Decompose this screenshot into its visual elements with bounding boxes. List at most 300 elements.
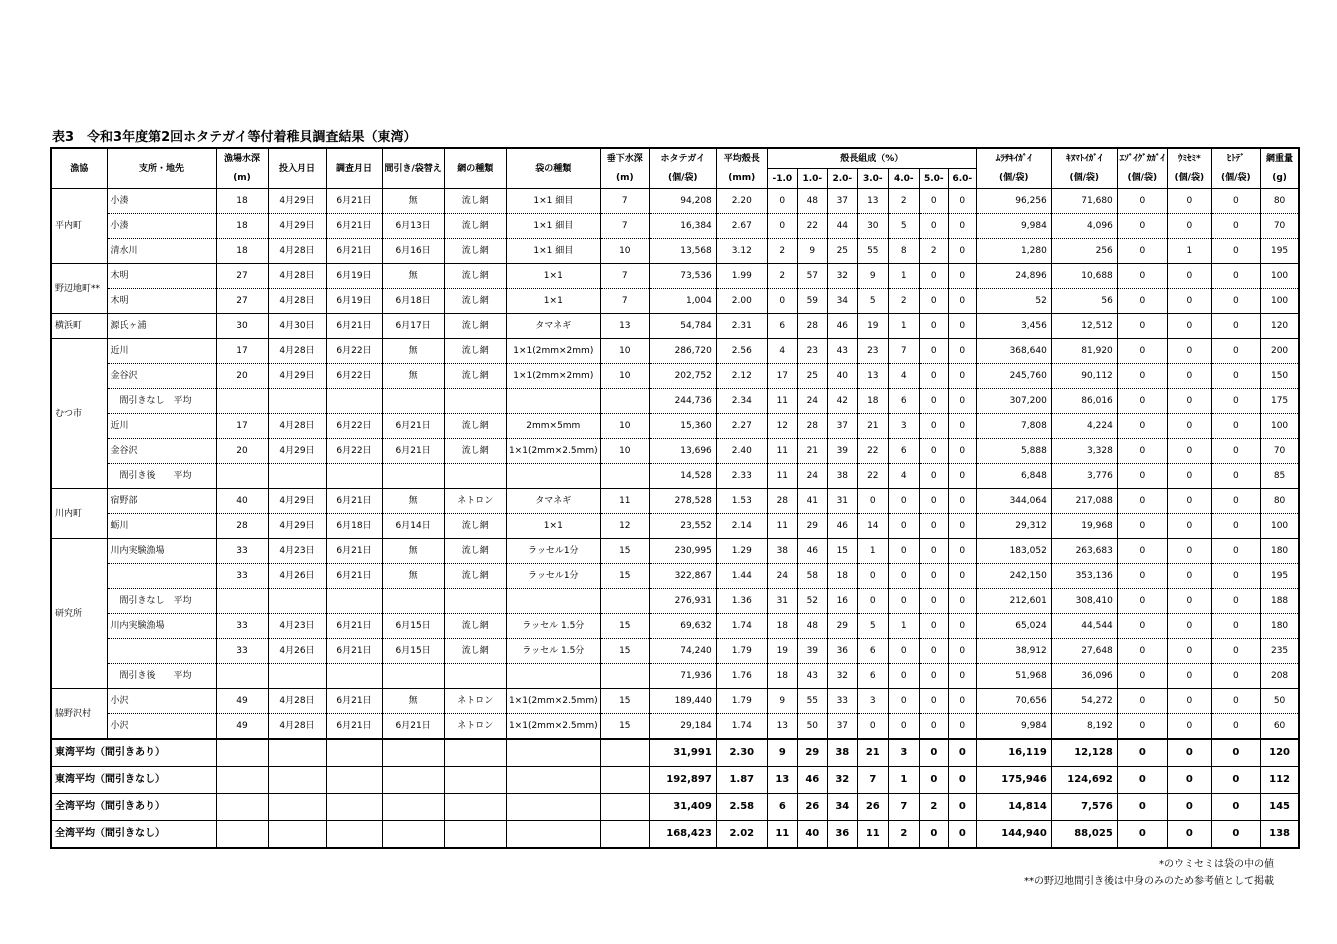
summary-cell: 26 [797, 794, 827, 821]
table-cell: 0 [888, 564, 919, 589]
table-row [51, 364, 1299, 389]
table-cell: 0 [1211, 614, 1260, 639]
summary-cell: 120 [1260, 739, 1299, 767]
table-cell: 0 [919, 214, 948, 239]
table-cell: 50 [797, 714, 827, 740]
location-cell: 間引き後 平均 [107, 664, 216, 689]
summary-row [51, 794, 1299, 821]
table-cell: 1 [1167, 239, 1211, 264]
table-cell: 流し網 [444, 214, 506, 239]
footnote-1: *のウミセミは袋の中の値 [1159, 859, 1274, 870]
table-cell: 流し網 [444, 189, 506, 214]
summary-cell: 0 [1117, 767, 1167, 794]
column-unit: (個/袋) [1051, 169, 1117, 189]
table-cell: 6月13日 [382, 214, 444, 239]
table-cell: 20 [216, 364, 268, 389]
table-cell: 36,096 [1051, 664, 1117, 689]
table-cell: 7 [888, 339, 919, 364]
bin-header: 6.0- [948, 169, 976, 189]
table-cell: 0 [857, 564, 888, 589]
table-cell [216, 389, 268, 414]
table-cell: 23 [857, 339, 888, 364]
table-cell: 0 [1211, 664, 1260, 689]
table-cell: 19,968 [1051, 514, 1117, 539]
table-cell: 43 [827, 339, 857, 364]
table-cell [382, 767, 444, 794]
location-cell: 源氏ヶ浦 [107, 314, 216, 339]
table-cell: 4月26日 [268, 564, 326, 589]
table-row [51, 639, 1299, 664]
table-cell: 1.74 [716, 714, 767, 740]
column-header: 平均殻長 [716, 148, 767, 169]
table-cell: 6月21日 [326, 189, 382, 214]
summary-cell: 112 [1260, 767, 1299, 794]
table-cell: 0 [919, 439, 948, 464]
table-cell: 3,456 [976, 314, 1051, 339]
summary-row [51, 767, 1299, 794]
table-cell: タマネギ [506, 489, 600, 514]
table-cell: 0 [1211, 389, 1260, 414]
table-cell: 15 [600, 539, 649, 564]
table-cell: 18 [767, 614, 797, 639]
table-cell: 70,656 [976, 689, 1051, 714]
table-cell: 13,568 [649, 239, 716, 264]
table-cell: 0 [948, 464, 976, 489]
table-cell [600, 389, 649, 414]
table-cell: 6月18日 [326, 514, 382, 539]
summary-cell: 175,946 [976, 767, 1051, 794]
table-cell: 0 [948, 289, 976, 314]
location-cell: 木明 [107, 289, 216, 314]
table-cell [326, 794, 382, 821]
table-cell: 6月15日 [382, 614, 444, 639]
table-cell: 3.12 [716, 239, 767, 264]
table-cell: 15 [600, 564, 649, 589]
table-cell: 4月28日 [268, 289, 326, 314]
table-cell: 0 [1117, 664, 1167, 689]
table-cell: 189,440 [649, 689, 716, 714]
table-cell: 59 [797, 289, 827, 314]
table-cell: 11 [767, 439, 797, 464]
summary-cell: 14,814 [976, 794, 1051, 821]
table-cell: 10 [600, 414, 649, 439]
table-cell: 9,984 [976, 714, 1051, 740]
table-cell [600, 767, 649, 794]
table-cell: 90,112 [1051, 364, 1117, 389]
location-cell: 間引きなし 平均 [107, 589, 216, 614]
table-cell [600, 589, 649, 614]
table-cell: 6月22日 [326, 414, 382, 439]
table-cell: 0 [1117, 464, 1167, 489]
table-cell: 6月17日 [382, 314, 444, 339]
table-cell: ラッセル1分 [506, 539, 600, 564]
table-cell: 6月21日 [326, 614, 382, 639]
table-cell: 180 [1260, 539, 1299, 564]
table-cell: 6月21日 [382, 414, 444, 439]
table-cell: 4月29日 [268, 489, 326, 514]
summary-cell: 46 [797, 767, 827, 794]
table-cell: 39 [797, 639, 827, 664]
table-cell: 33 [827, 689, 857, 714]
table-cell: 0 [948, 514, 976, 539]
table-cell: 2 [767, 264, 797, 289]
summary-cell: 7 [888, 794, 919, 821]
table-cell: 70 [1260, 214, 1299, 239]
location-cell: 川内実験漁場 [107, 539, 216, 564]
table-cell [268, 794, 326, 821]
location-cell: 金谷沢 [107, 364, 216, 389]
table-cell: 9 [797, 239, 827, 264]
table-cell: 13 [767, 714, 797, 740]
table-cell: 43 [797, 664, 827, 689]
summary-label: 全湾平均（間引きあり） [51, 794, 216, 821]
table-cell: 2 [767, 239, 797, 264]
table-cell: 4月26日 [268, 639, 326, 664]
table-cell: 10 [600, 339, 649, 364]
column-header: ｳﾐｾﾐ* [1167, 148, 1211, 169]
summary-cell: 13 [767, 767, 797, 794]
table-cell [326, 664, 382, 689]
table-row [51, 514, 1299, 539]
table-row [51, 389, 1299, 414]
table-cell: 無 [382, 539, 444, 564]
table-cell: 0 [919, 614, 948, 639]
column-header: 網の種類 [444, 148, 506, 189]
table-cell: 6月21日 [326, 239, 382, 264]
summary-cell: 32 [827, 767, 857, 794]
table-cell: 308,410 [1051, 589, 1117, 614]
table-cell: 6月22日 [326, 439, 382, 464]
table-cell: 15 [600, 714, 649, 740]
table-cell: 4月29日 [268, 439, 326, 464]
table-cell: 33 [216, 539, 268, 564]
table-cell: 0 [1167, 589, 1211, 614]
summary-cell: 2.58 [716, 794, 767, 821]
table-cell: 6月21日 [326, 564, 382, 589]
table-row [51, 439, 1299, 464]
table-cell: 73,536 [649, 264, 716, 289]
column-header: 垂下水深 [600, 148, 649, 169]
table-cell: 0 [1211, 489, 1260, 514]
table-cell: 0 [857, 589, 888, 614]
table-cell: 286,720 [649, 339, 716, 364]
table-cell: 0 [857, 714, 888, 740]
table-cell: 0 [948, 639, 976, 664]
column-unit: (個/袋) [976, 169, 1051, 189]
table-cell: 15,360 [649, 414, 716, 439]
table-cell: 0 [1117, 689, 1167, 714]
table-cell: 20 [216, 439, 268, 464]
table-cell: 無 [382, 339, 444, 364]
table-cell: 17 [216, 414, 268, 439]
table-cell: 0 [1167, 339, 1211, 364]
table-cell: 2.00 [716, 289, 767, 314]
table-cell: 200 [1260, 339, 1299, 364]
summary-cell: 1 [888, 767, 919, 794]
table-cell: 33 [216, 564, 268, 589]
table-cell: 70 [1260, 439, 1299, 464]
footnote-2: **の野辺地間引き後は中身のみのため参考値として掲載 [1024, 876, 1274, 887]
summary-cell: 0 [1117, 821, 1167, 849]
table-cell [268, 767, 326, 794]
table-cell: 44,544 [1051, 614, 1117, 639]
table-cell: 14,528 [649, 464, 716, 489]
table-cell: 195 [1260, 564, 1299, 589]
table-cell: 30 [857, 214, 888, 239]
table-row [51, 589, 1299, 614]
table-cell: 0 [1211, 639, 1260, 664]
table-cell: 無 [382, 364, 444, 389]
table-cell: 0 [1117, 289, 1167, 314]
table-cell: 6 [857, 639, 888, 664]
table-cell: 0 [1211, 714, 1260, 740]
table-cell: 31 [827, 489, 857, 514]
table-cell: 10 [600, 439, 649, 464]
table-cell: 1.79 [716, 639, 767, 664]
table-cell: 0 [1167, 364, 1211, 389]
table-cell: 0 [1167, 664, 1211, 689]
table-cell [268, 589, 326, 614]
table-cell: 6月21日 [326, 539, 382, 564]
table-cell: 60 [1260, 714, 1299, 740]
table-cell: 48 [797, 614, 827, 639]
table-cell: 4 [767, 339, 797, 364]
table-cell [444, 664, 506, 689]
table-cell: 0 [1211, 689, 1260, 714]
table-cell: ネトロン [444, 489, 506, 514]
table-row [51, 189, 1299, 214]
table-cell: 49 [216, 714, 268, 740]
table-cell: 1.76 [716, 664, 767, 689]
column-header: ｴｿﾞｲｸﾞｶｶﾞｲ [1117, 148, 1167, 169]
summary-cell: 0 [948, 767, 976, 794]
table-cell: 0 [919, 389, 948, 414]
location-cell: 木明 [107, 264, 216, 289]
table-row [51, 414, 1299, 439]
table-cell: 6月22日 [326, 339, 382, 364]
table-cell: 322,867 [649, 564, 716, 589]
summary-cell: 0 [1211, 821, 1260, 849]
table-cell: 0 [1211, 339, 1260, 364]
table-cell: 36 [827, 639, 857, 664]
column-unit: (個/袋) [649, 169, 716, 189]
table-cell: 無 [382, 264, 444, 289]
table-cell: 0 [1117, 514, 1167, 539]
table-cell: 0 [919, 539, 948, 564]
table-cell: 39 [827, 439, 857, 464]
table-cell: 1×1(2mm×2.5mm) [506, 714, 600, 740]
table-cell: 0 [1167, 264, 1211, 289]
table-cell: 23,552 [649, 514, 716, 539]
table-cell: 1×1 [506, 514, 600, 539]
table-cell: 11 [767, 464, 797, 489]
table-cell: 0 [1211, 189, 1260, 214]
summary-row [51, 739, 1299, 767]
table-cell: 202,752 [649, 364, 716, 389]
table-cell [216, 767, 268, 794]
table-cell: 38 [827, 464, 857, 489]
summary-cell: 7 [857, 767, 888, 794]
table-cell: 27 [216, 289, 268, 314]
table-cell: 11 [600, 489, 649, 514]
summary-cell: 0 [1167, 767, 1211, 794]
table-cell: 0 [1211, 214, 1260, 239]
table-cell: 13,696 [649, 439, 716, 464]
summary-cell: 2 [919, 794, 948, 821]
table-row [51, 539, 1299, 564]
table-cell: 1.29 [716, 539, 767, 564]
table-cell: 流し網 [444, 414, 506, 439]
table-cell: 0 [1117, 214, 1167, 239]
table-cell: 52 [797, 589, 827, 614]
table-cell: 12,512 [1051, 314, 1117, 339]
table-cell [216, 664, 268, 689]
table-cell: 4 [888, 364, 919, 389]
location-cell: 小沢 [107, 714, 216, 740]
table-cell: 0 [919, 264, 948, 289]
table-cell: 6 [888, 389, 919, 414]
table-cell [600, 464, 649, 489]
table-cell: 51,968 [976, 664, 1051, 689]
table-cell: 0 [767, 214, 797, 239]
table-cell: 0 [948, 539, 976, 564]
table-cell [444, 794, 506, 821]
table-cell: 17 [767, 364, 797, 389]
table-cell: 256 [1051, 239, 1117, 264]
table-cell: 11 [767, 514, 797, 539]
table-row [51, 214, 1299, 239]
summary-cell: 26 [857, 794, 888, 821]
table-cell: 0 [1117, 414, 1167, 439]
table-cell: 4月29日 [268, 214, 326, 239]
table-cell: 6月16日 [382, 239, 444, 264]
table-cell: 0 [1211, 539, 1260, 564]
table-cell: 3 [888, 414, 919, 439]
table-cell: 34 [827, 289, 857, 314]
table-cell [600, 821, 649, 849]
table-cell: 6 [888, 439, 919, 464]
table-row [51, 289, 1299, 314]
table-cell: 1×1 細目 [506, 189, 600, 214]
table-cell: 6月21日 [326, 314, 382, 339]
table-cell [506, 794, 600, 821]
table-cell: 31 [767, 589, 797, 614]
table-cell: 0 [948, 264, 976, 289]
table-cell [506, 767, 600, 794]
table-cell: 74,240 [649, 639, 716, 664]
table-cell [382, 794, 444, 821]
table-cell: ラッセル 1.5分 [506, 639, 600, 664]
table-cell: 4月29日 [268, 364, 326, 389]
table-cell: 0 [1117, 564, 1167, 589]
column-header: 網重量 [1260, 148, 1299, 169]
column-header: ﾋﾄﾃﾞ [1211, 148, 1260, 169]
table-cell [268, 464, 326, 489]
table-cell: 150 [1260, 364, 1299, 389]
table-cell [506, 664, 600, 689]
table-cell: 40 [216, 489, 268, 514]
table-cell [506, 589, 600, 614]
table-cell: 0 [948, 189, 976, 214]
table-cell: 0 [888, 539, 919, 564]
table-cell: 4月28日 [268, 339, 326, 364]
table-cell [444, 821, 506, 849]
table-cell: 4 [888, 464, 919, 489]
table-cell: 0 [767, 189, 797, 214]
summary-cell: 0 [1211, 739, 1260, 767]
table-cell: 10,688 [1051, 264, 1117, 289]
summary-cell: 144,940 [976, 821, 1051, 849]
table-cell: 278,528 [649, 489, 716, 514]
summary-row [51, 821, 1299, 849]
survey-results-table [50, 147, 1300, 849]
summary-cell: 31,409 [649, 794, 716, 821]
summary-cell: 9 [767, 739, 797, 767]
table-cell: 1.99 [716, 264, 767, 289]
table-cell: 344,064 [976, 489, 1051, 514]
table-cell: 0 [1167, 514, 1211, 539]
table-cell: 183,052 [976, 539, 1051, 564]
table-cell: 2mm×5mm [506, 414, 600, 439]
table-cell: 0 [888, 714, 919, 740]
table-cell: 0 [948, 689, 976, 714]
table-cell: 22 [797, 214, 827, 239]
table-cell: 69,632 [649, 614, 716, 639]
table-cell: 0 [1211, 264, 1260, 289]
summary-cell: 124,692 [1051, 767, 1117, 794]
group-name: むつ市 [51, 339, 107, 489]
table-cell [216, 464, 268, 489]
table-cell: 58 [797, 564, 827, 589]
table-cell: 1×1(2mm×2mm) [506, 364, 600, 389]
table-cell: 6月21日 [326, 489, 382, 514]
column-header: 間引き/袋替え [382, 148, 444, 189]
table-cell [216, 589, 268, 614]
table-cell: 0 [919, 339, 948, 364]
summary-cell: 6 [767, 794, 797, 821]
table-cell: 1 [888, 614, 919, 639]
table-cell: 32 [827, 664, 857, 689]
table-cell: 276,931 [649, 589, 716, 614]
table-cell: 6月15日 [382, 639, 444, 664]
table-cell: 33 [216, 639, 268, 664]
location-cell: 近川 [107, 414, 216, 439]
table-cell: 流し網 [444, 339, 506, 364]
summary-cell: 11 [857, 821, 888, 849]
table-cell: 6月19日 [326, 264, 382, 289]
table-cell: 0 [1117, 439, 1167, 464]
table-cell: 2.56 [716, 339, 767, 364]
table-cell: 29 [797, 514, 827, 539]
table-cell: 1×1(2mm×2.5mm) [506, 439, 600, 464]
table-cell: 28 [216, 514, 268, 539]
table-cell: 9 [767, 689, 797, 714]
summary-cell: 16,119 [976, 739, 1051, 767]
table-title: 表3 令和3年度第2回ホタテガイ等付着稚貝調査結果（東湾） [52, 130, 417, 145]
table-cell: 8 [888, 239, 919, 264]
table-cell [326, 739, 382, 767]
table-cell: 無 [382, 489, 444, 514]
table-cell: 流し網 [444, 514, 506, 539]
summary-cell: 3 [888, 739, 919, 767]
table-cell [268, 739, 326, 767]
table-cell: 15 [600, 614, 649, 639]
group-name: 平内町 [51, 189, 107, 264]
table-cell: 2.20 [716, 189, 767, 214]
table-cell [216, 739, 268, 767]
table-cell: 0 [948, 489, 976, 514]
summary-cell: 0 [1117, 739, 1167, 767]
